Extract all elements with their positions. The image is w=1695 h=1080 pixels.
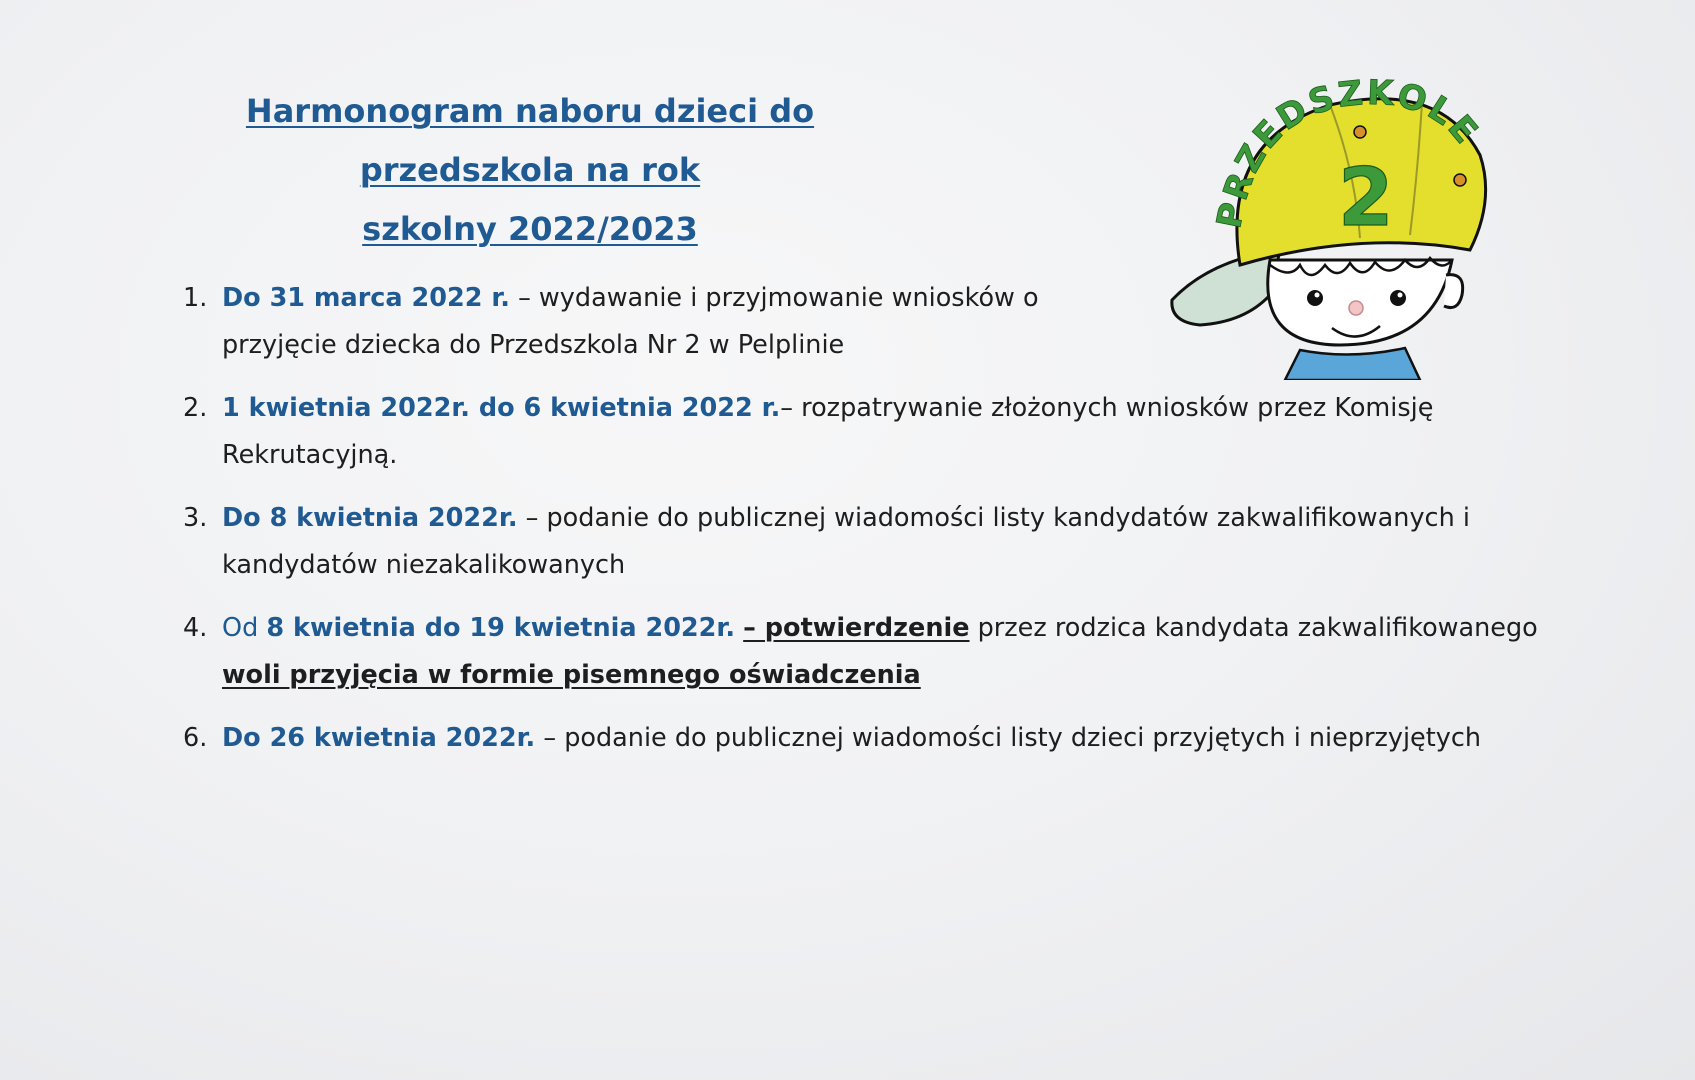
schedule-date: 1 kwietnia 2022r. do 6 kwietnia 2022 r. [222,393,781,423]
schedule-item: 6. Do 26 kwietnia 2022r. – podanie do publicznej wiadomości listy dzieci przyjętych i nieprzyjętych [183,723,1482,753]
schedule-item: 4. Od 8 kwietnia do 19 kwietnia 2022r. – potwierdzenie przez rodzica kandydata zakwalifikowanego woli przyjęcia w formie pisemnego oświadczenia [183,613,1538,690]
cap-text: PRZEDSZKOLE [1209,72,1488,232]
page-title [180,82,880,259]
schedule-date: 8 kwietnia do 19 kwietnia 2022r. [266,613,736,643]
confirmation-requirement: woli przyjęcia w formie pisemnego oświadczenia [222,660,921,690]
schedule-item: 2. 1 kwietnia 2022r. do 6 kwietnia 2022 r.– rozpatrywanie złożonych wniosków przez Komisję Rekrutacyjną. [183,393,1434,470]
title-line-1: Harmonogram naboru dzieci do przedszkola na rok [245,92,815,189]
schedule-item: 1. Do 31 marca 2022 r. – wydawanie i przyjmowanie wniosków o przyjęcie dziecka do Przedszkola Nr 2 w Pelplinie [183,283,1039,360]
schedule-date: Do 26 kwietnia 2022r. [222,723,536,753]
recruitment-schedule-list [180,275,1560,778]
schedule-date: Do 31 marca 2022 r. [222,283,510,313]
schedule-date: Do 8 kwietnia 2022r. [222,503,518,533]
title-line-2: szkolny 2022/2023 [362,210,698,248]
cap-number: 2 [1338,151,1394,244]
confirmation-emphasis: – potwierdzenie [743,613,970,643]
schedule-item: 3. Do 8 kwietnia 2022r. – podanie do publicznej wiadomości listy kandydatów zakwalifikowanych i kandydatów niezakalikowanych [183,503,1470,580]
